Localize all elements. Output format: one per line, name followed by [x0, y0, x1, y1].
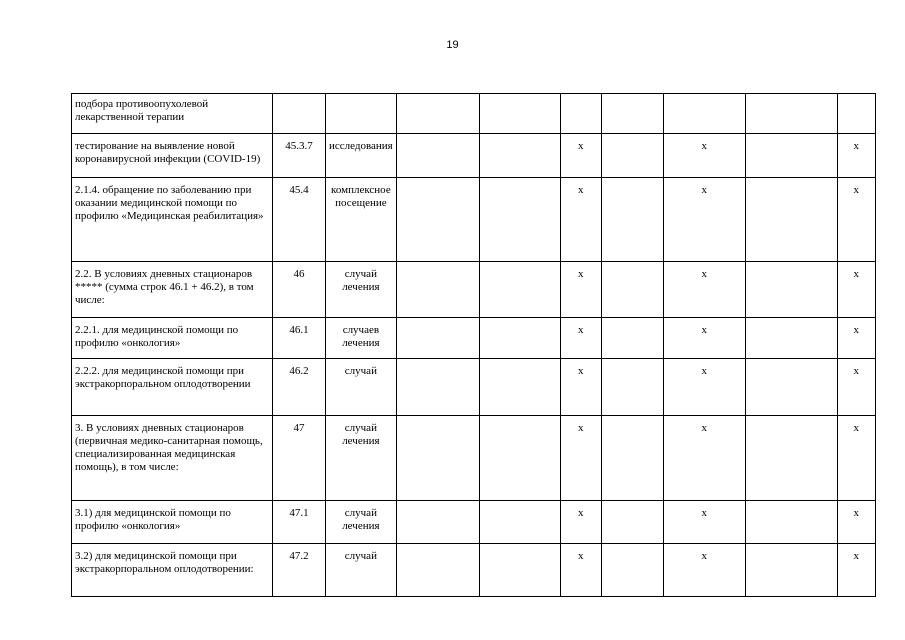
row-value-cell: [601, 501, 663, 544]
row-value-cell: x: [837, 178, 875, 262]
row-value-cell: x: [560, 178, 601, 262]
row-value-cell: [601, 359, 663, 416]
row-value-cell: [479, 94, 560, 134]
row-value-cell: [396, 416, 479, 501]
row-value-cell: [396, 359, 479, 416]
row-name-cell: тестирование на выявление новой коронавирусной инфекции (COVID-19): [72, 134, 273, 178]
row-code-cell: 46.2: [273, 359, 326, 416]
row-name-cell: 2.2.1. для медицинской помощи по профилю «онкология»: [72, 318, 273, 359]
row-value-cell: x: [560, 416, 601, 501]
row-value-cell: x: [663, 544, 745, 597]
row-value-cell: [479, 544, 560, 597]
row-value-cell: [745, 359, 837, 416]
row-unit-cell: случай: [326, 359, 397, 416]
row-name-cell: 2.1.4. обращение по заболеванию при оказании медицинской помощи по профилю «Медицинская реабилитация»: [72, 178, 273, 262]
table-row: [72, 262, 876, 318]
row-value-cell: [745, 318, 837, 359]
row-code-cell: 46.1: [273, 318, 326, 359]
row-value-cell: x: [560, 262, 601, 318]
row-value-cell: [745, 262, 837, 318]
row-code-cell: [273, 94, 326, 134]
row-value-cell: [396, 178, 479, 262]
row-code-cell: 45.4: [273, 178, 326, 262]
table-row: [72, 501, 876, 544]
row-value-cell: x: [663, 134, 745, 178]
row-value-cell: x: [663, 262, 745, 318]
row-unit-cell: [326, 94, 397, 134]
row-value-cell: x: [837, 501, 875, 544]
row-value-cell: [745, 501, 837, 544]
row-value-cell: [479, 134, 560, 178]
table-row: [72, 318, 876, 359]
row-value-cell: x: [663, 318, 745, 359]
row-value-cell: [837, 94, 875, 134]
row-value-cell: x: [663, 359, 745, 416]
table-row: [72, 416, 876, 501]
row-name-cell: подбора противоопухолевой лекарственной терапии: [72, 94, 273, 134]
row-value-cell: [396, 94, 479, 134]
row-name-cell: 3.1) для медицинской помощи по профилю «онкология»: [72, 501, 273, 544]
row-value-cell: [479, 416, 560, 501]
row-value-cell: [479, 318, 560, 359]
row-value-cell: [601, 318, 663, 359]
row-code-cell: 46: [273, 262, 326, 318]
row-value-cell: [745, 178, 837, 262]
row-value-cell: [745, 416, 837, 501]
table-row: [72, 94, 876, 134]
row-value-cell: [745, 544, 837, 597]
row-unit-cell: исследования: [326, 134, 397, 178]
row-value-cell: x: [560, 359, 601, 416]
row-unit-cell: случаев лечения: [326, 318, 397, 359]
table-row: [72, 134, 876, 178]
row-name-cell: 2.2. В условиях дневных стационаров ***** (сумма строк 46.1 + 46.2), в том числе:: [72, 262, 273, 318]
row-code-cell: 47.1: [273, 501, 326, 544]
row-value-cell: [601, 134, 663, 178]
row-name-cell: 2.2.2. для медицинской помощи при экстракорпоральном оплодотворении: [72, 359, 273, 416]
row-value-cell: x: [837, 359, 875, 416]
row-value-cell: x: [663, 501, 745, 544]
row-value-cell: [396, 501, 479, 544]
row-value-cell: x: [837, 318, 875, 359]
row-value-cell: [663, 94, 745, 134]
row-value-cell: [601, 262, 663, 318]
row-value-cell: x: [837, 262, 875, 318]
row-value-cell: x: [560, 318, 601, 359]
row-unit-cell: случай лечения: [326, 501, 397, 544]
row-value-cell: [601, 544, 663, 597]
row-unit-cell: комплексное посещение: [326, 178, 397, 262]
row-unit-cell: случай лечения: [326, 416, 397, 501]
row-value-cell: [601, 416, 663, 501]
row-unit-cell: случай лечения: [326, 262, 397, 318]
row-unit-cell: случай: [326, 544, 397, 597]
row-value-cell: x: [560, 501, 601, 544]
row-name-cell: 3. В условиях дневных стационаров (первичная медико-санитарная помощь, специализированная медицинская помощь), в том числе:: [72, 416, 273, 501]
row-value-cell: x: [663, 178, 745, 262]
page-number: 19: [446, 39, 459, 51]
row-code-cell: 45.3.7: [273, 134, 326, 178]
row-value-cell: [396, 318, 479, 359]
row-code-cell: 47.2: [273, 544, 326, 597]
row-value-cell: [396, 134, 479, 178]
row-value-cell: [479, 359, 560, 416]
table-row: [72, 178, 876, 262]
row-name-cell: 3.2) для медицинской помощи при экстракорпоральном оплодотворении:: [72, 544, 273, 597]
row-value-cell: x: [837, 544, 875, 597]
row-value-cell: [479, 501, 560, 544]
row-value-cell: [479, 262, 560, 318]
row-value-cell: [601, 94, 663, 134]
table-row: [72, 359, 876, 416]
row-value-cell: x: [837, 416, 875, 501]
row-value-cell: [479, 178, 560, 262]
row-value-cell: [745, 94, 837, 134]
table-row: [72, 544, 876, 597]
row-value-cell: x: [837, 134, 875, 178]
row-value-cell: [601, 178, 663, 262]
row-value-cell: x: [560, 134, 601, 178]
row-value-cell: [396, 544, 479, 597]
row-value-cell: [396, 262, 479, 318]
data-table: [71, 93, 876, 597]
row-value-cell: x: [663, 416, 745, 501]
row-value-cell: [560, 94, 601, 134]
row-value-cell: [745, 134, 837, 178]
row-code-cell: 47: [273, 416, 326, 501]
row-value-cell: x: [560, 544, 601, 597]
